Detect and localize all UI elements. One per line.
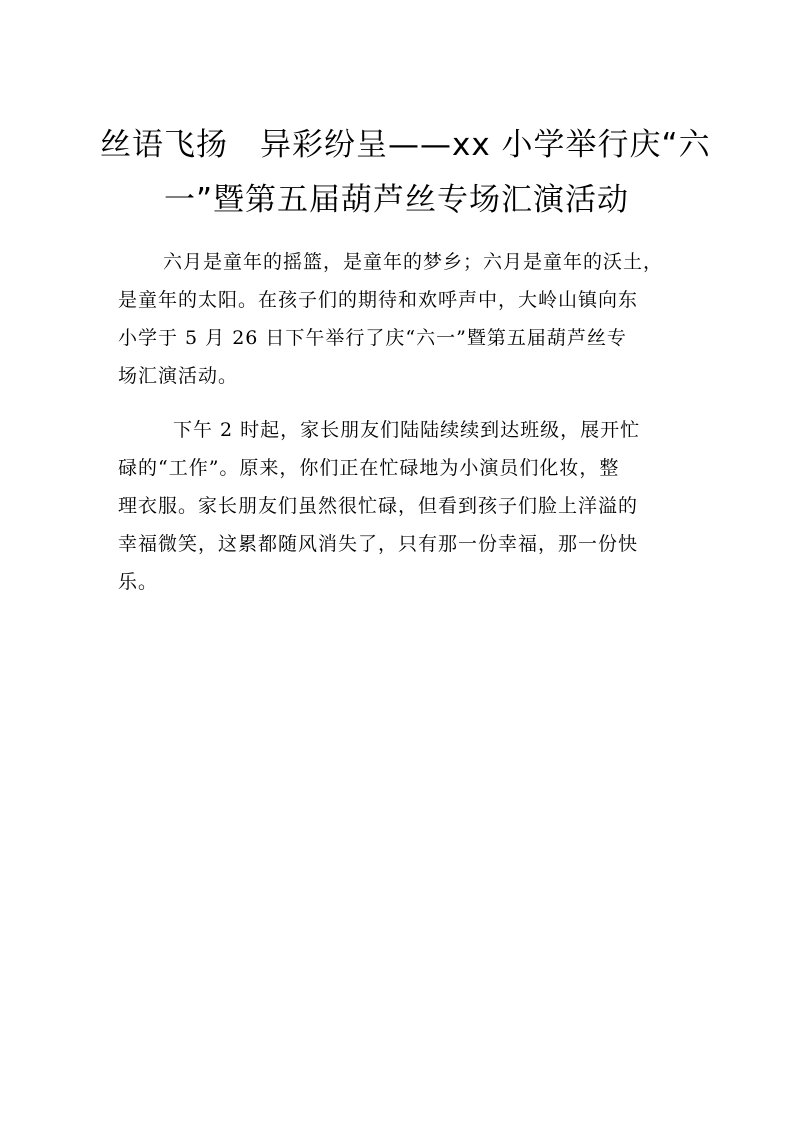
paragraph-line: 理衣服。家长朋友们虽然很忙碌，但看到孩子们脸上洋溢的 [118, 495, 639, 517]
document-title [100, 118, 711, 228]
paragraph-spacer [118, 395, 678, 411]
paragraph-line: 幸福微笑，这累都随风消失了，只有那一份幸福，那一份快 [118, 533, 639, 555]
paragraph-1 [118, 243, 678, 395]
paragraph-2 [118, 411, 678, 601]
paragraph-line: 是童年的太阳。在孩子们的期待和欢呼声中，大岭山镇向东 [118, 289, 639, 311]
title-line-2: 一”暨第五届葫芦丝专场汇演活动 [163, 182, 630, 218]
paragraph-line: 小学于 5 月 26 日下午举行了庆“六一”暨第五届葫芦丝专 [118, 327, 627, 349]
paragraph-line: 场汇演活动。 [118, 365, 239, 387]
paragraph-line: 乐。 [118, 571, 159, 593]
paragraph-line: 碌的“工作”。原来，你们正在忙碌地为小演员们化妆，整 [118, 457, 620, 479]
paragraph-line: 六月是童年的摇篮，是童年的梦乡；六月是童年的沃土， [163, 251, 664, 273]
paragraph-line: 下午 2 时起，家长朋友们陆陆续续到达班级，展开忙 [173, 419, 641, 441]
title-line-1: 丝语飞扬 异彩纷呈——xx 小学举行庆“六 [100, 127, 711, 163]
document-body [118, 243, 678, 601]
